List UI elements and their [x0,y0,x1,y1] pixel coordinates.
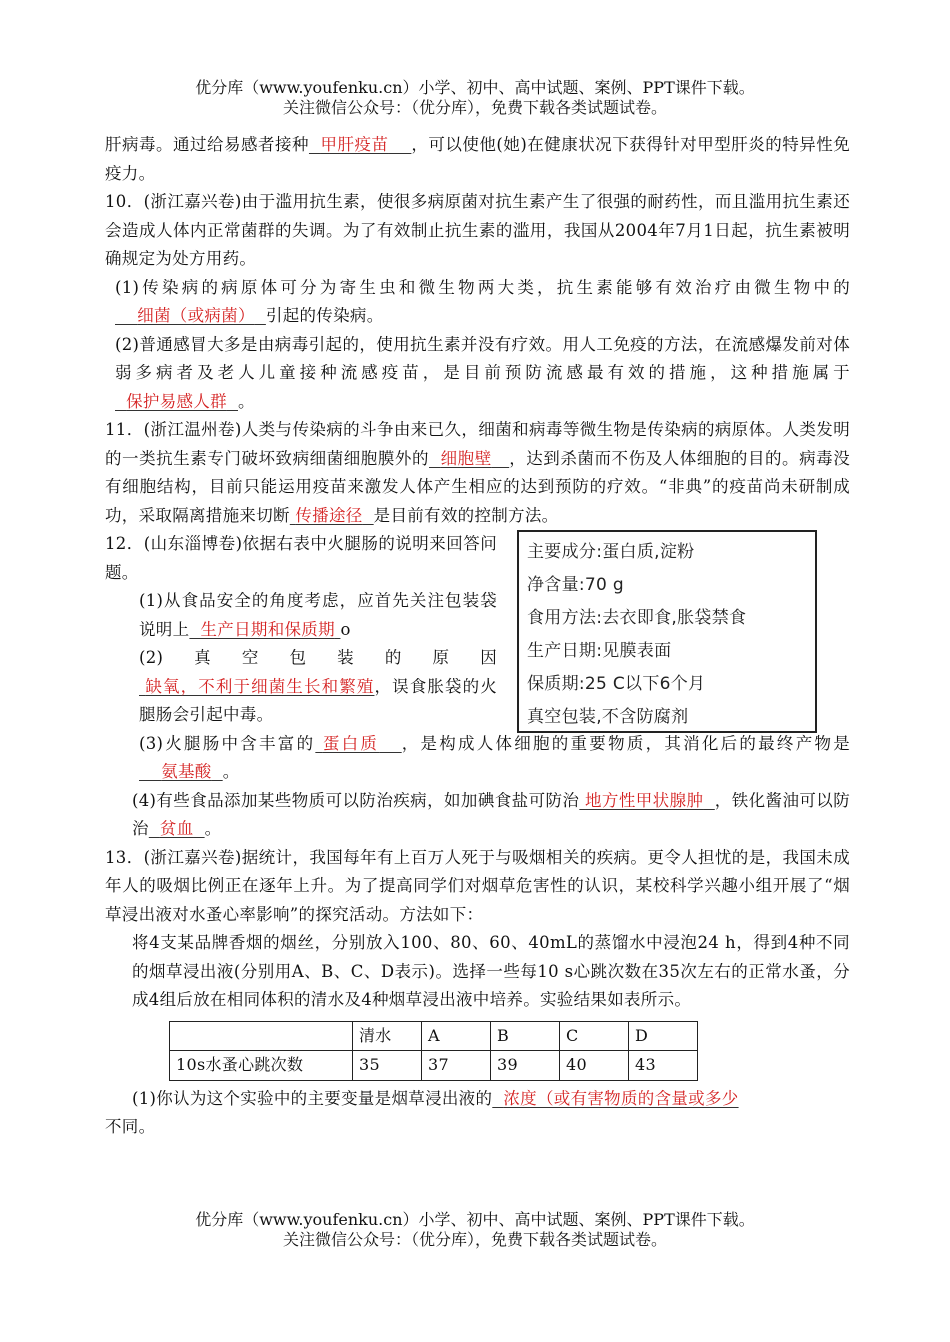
answer-blank [139,677,374,696]
answer-blank [309,135,411,154]
label-line: 净含量:70 g [527,575,624,595]
q12-stem: 12．(山东淄博卷)依据右表中火腿肠的说明来回答问题。 [105,534,497,582]
footer-line-1: 优分库（www.youfenku.cn）小学、初中、高中试题、案例、PPT课件下载。 [195,1210,755,1229]
answer-blank [149,819,205,838]
label-line: 真空包装,不含防腐剂 [527,707,689,727]
answer-text: 蛋白质 [322,733,380,753]
text: ，可以使他(她)在健康状况下获得针对甲型肝炎的特异性免疫力。 [105,135,850,183]
table-cell: 35 [353,1051,422,1081]
page-footer [0,1210,950,1250]
answer-text: 生产日期和保质期 [200,619,335,639]
q12-part-1 [105,587,497,644]
q9-continuation [105,131,850,188]
q13-part-1 [105,1085,850,1114]
q12-block [105,530,850,730]
answer-blank [139,762,223,781]
results-table [169,1021,698,1081]
q11 [105,416,850,530]
table-header-cell: C [560,1021,629,1051]
q12-part-3 [105,730,850,787]
answer-text: 保护易感人群 [126,391,227,411]
table-header-cell [170,1021,353,1051]
text: (2)普通感冒大多是由病毒引起的，使用抗生素并没有疗效。用人工免疫的方法，在流感爆发前对体弱多病者及老人儿童接种流感疫苗，是目前预防流感最有效的措施，这种措施属于 [115,334,850,382]
answer-text: 细胞壁 [440,448,492,468]
page-header [0,78,950,118]
q10-stem: 10．(浙江嘉兴卷)由于滥用抗生素，使很多病原菌对抗生素产生了很强的耐药性，而且滥用抗生素还会造成人体内正常菌群的失调。为了有效制止抗生素的滥用，我国从2004年7月1日起，抗生素被明确规定为处方用药。 [105,192,850,268]
answer-blank [315,734,401,753]
answer-text: 贫血 [159,819,194,838]
text: 。 [204,819,222,838]
table-row [170,1051,698,1081]
q12-part-2 [105,644,497,730]
text: ，达到杀菌而不伤及人体细胞的目的。病毒没有细胞结构，目前只能运用疫苗来激发人体产生相应的达到预防的疗效。“非典”的疫苗尚未研制成功，采取隔离措施来切断 [105,448,851,525]
answer-blank [579,791,714,810]
table-header-cell: B [491,1021,560,1051]
table-header-cell: 清水 [353,1021,422,1051]
answer-text: 细菌（或病菌） [137,306,255,325]
answer-blank [290,506,374,525]
q10-part-2 [105,331,850,417]
answer-text: 甲肝疫苗 [320,135,389,154]
answer-text: 传播途径 [295,505,363,525]
text: 肝病毒。通过给易感者接种 [105,135,309,154]
answer-blank [429,449,509,468]
q13-stem: 13．(浙江嘉兴卷)据统计，我国每年有上百万人死于与吸烟相关的疾病。更令人担忧的是，我国未成年人的吸烟比例正在逐年上升。为了提高同学们对烟草危害性的认识，某校科学兴趣小组开展了“烟草浸出液对水蚤心率影响”的探究活动。方法如下： [105,847,850,924]
table-cell: 37 [422,1051,491,1081]
answer-blank [115,392,238,411]
answer-blank [492,1089,738,1108]
text: 。 [222,762,240,781]
table-header-cell: D [629,1021,698,1051]
text: 引起的传染病。 [265,306,384,325]
text: (1)从食品安全的角度考虑，应首先关注包装袋说明上 [139,591,497,639]
text: (3)火腿肠中含丰富的 [139,733,316,753]
answer-text: 氨基酸 [161,762,212,781]
header-line-2: 关注微信公众号：（优分库），免费下载各类试题试卷。 [282,98,667,117]
answer-text: 缺氧，不利于细菌生长和繁殖 [145,676,375,696]
q13-part-1-tail: 不同。 [105,1117,156,1136]
answer-text: 浓度（或有害物质的含量或多少 [503,1088,739,1108]
text: (2)真空包装的原因 [139,648,497,667]
text: ，铁化酱油可以防治 [132,790,851,838]
text: (1)你认为这个实验中的主要变量是烟草浸出液的 [132,1088,493,1108]
text: 是目前有效的控制方法。 [373,505,559,525]
table-header-cell: A [422,1021,491,1051]
sausage-label-image [517,530,817,733]
q10-part-1 [105,274,850,331]
table-row-label: 10s水蚤心跳次数 [170,1051,353,1081]
q12-text [105,530,497,730]
document-body [105,131,850,1142]
label-line: 主要成分:蛋白质,淀粉 [527,542,695,562]
label-line: 保质期:25 C以下6个月 [527,674,706,694]
answer-text: 地方性甲状腺肿 [585,790,704,810]
label-line: 生产日期:见膜表面 [527,641,672,661]
table-cell: 43 [629,1051,698,1081]
text: 。 [238,391,255,411]
label-line: 食用方法:去衣即食,胀袋禁食 [527,608,747,628]
text: (1)传染病的病原体可分为寄生虫和微生物两大类，抗生素能够有效治疗由微生物中的 [115,277,850,297]
table-cell: 40 [560,1051,629,1081]
text: (4)有些食品添加某些物质可以防治疾病，如加碘食盐可防治 [132,790,580,810]
text: 11．(浙江温州卷)人类与传染病的斗争由来已久，细菌和病毒等微生物是传染病的病原体。人类发明的一类抗生素专门破坏致病细菌细胞膜外的 [105,420,850,468]
q12-part-4 [105,787,850,844]
text: ，误食胀袋的火腿肠会引起中毒。 [139,676,497,724]
table-header-row [170,1021,698,1051]
text: o [340,619,351,639]
text: ，是构成人体细胞的重要物质，其消化后的最终产物是 [401,733,851,753]
answer-blank [189,620,340,639]
answer-blank [115,306,266,325]
header-line-1: 优分库（www.youfenku.cn）小学、初中、高中试题、案例、PPT课件下载。 [195,78,755,97]
footer-line-2: 关注微信公众号：（优分库），免费下载各类试题试卷。 [282,1230,667,1249]
table-cell: 39 [491,1051,560,1081]
q13-method: 将4支某品牌香烟的烟丝，分别放入100、80、60、40mL的蒸馏水中浸泡24 h，得到4种不同的烟草浸出液(分别用A、B、C、D表示)。选择一些每10 s心跳次数在35次左右的正常水蚤，分成4组后放在相同体积的清水及4种烟草浸出液中培养。实验结果如表所示。 [132,933,850,1009]
